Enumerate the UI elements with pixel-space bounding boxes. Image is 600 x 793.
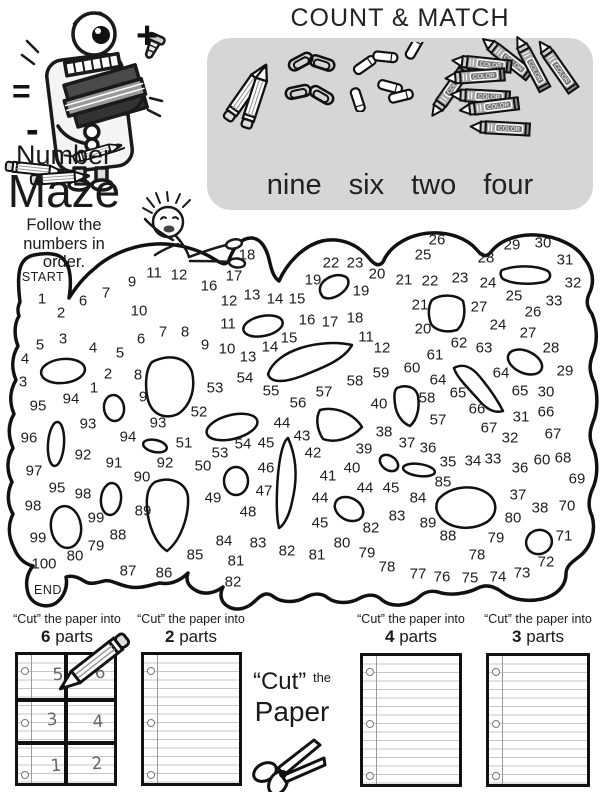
pencils-group	[207, 40, 283, 134]
maze-number: 27	[470, 298, 488, 316]
maze-number: 70	[558, 497, 576, 515]
maze-number: 16	[200, 277, 218, 295]
cell-number: 3	[45, 709, 59, 731]
cut-unit: parts	[399, 627, 437, 646]
maze-number: 30	[534, 234, 552, 252]
maze-number: 94	[62, 390, 80, 408]
maze-number: 56	[289, 394, 307, 412]
the-word: the	[312, 670, 332, 685]
maze-number: 83	[388, 507, 406, 525]
cut-word: “Cut”	[252, 668, 307, 695]
maze-number: 33	[484, 450, 502, 468]
maze-number: 23	[346, 254, 364, 272]
maze-number: 16	[298, 311, 316, 329]
maze-number: 97	[25, 462, 43, 480]
maze-number: 79	[358, 544, 376, 562]
number-maze-heading	[2, 140, 126, 271]
maze-number: 15	[288, 290, 306, 308]
cut-count: 3	[512, 627, 522, 646]
maze-number: 36	[511, 459, 529, 477]
maze-number: 61	[426, 346, 444, 364]
maze-number: 13	[239, 348, 257, 366]
maze-number: 14	[261, 338, 279, 356]
maze-outline	[8, 233, 597, 609]
maze-number: 90	[133, 468, 151, 486]
maze-number: 76	[433, 568, 451, 586]
word-choice: four	[483, 169, 534, 201]
maze-number: 54	[234, 435, 252, 453]
maze-number: 11	[358, 328, 374, 346]
cut-instruction: “Cut” the paper into	[484, 612, 592, 626]
maze-number: 9	[127, 273, 137, 291]
maze-number: 7	[101, 284, 111, 302]
maze-title-line2: Maze	[7, 165, 121, 217]
maze-number: 34	[464, 452, 482, 470]
cell-number: 6	[93, 662, 107, 684]
maze-number: 65	[449, 384, 467, 402]
maze-number: 55	[262, 382, 280, 400]
minus-symbol: -	[26, 109, 39, 151]
maze-number: 24	[489, 316, 507, 334]
word-choice: six	[348, 169, 385, 201]
maze-number: 73	[513, 564, 531, 582]
maze-number: 44	[356, 479, 374, 497]
maze-number: 32	[564, 274, 582, 292]
maze-number: 2	[56, 304, 66, 322]
chalk-group	[347, 42, 431, 112]
maze-number: 48	[239, 503, 257, 521]
maze-number: 25	[505, 287, 523, 305]
maze-number: 88	[439, 527, 457, 545]
cut-unit: parts	[179, 627, 217, 646]
punch-hole	[147, 667, 155, 675]
paper-4-parts	[360, 653, 462, 787]
cut-count: 2	[165, 627, 175, 646]
maze-number: 91	[105, 454, 123, 472]
maze-number: 47	[255, 482, 273, 500]
maze-number: 4	[88, 339, 98, 357]
maze-number: 65	[511, 382, 529, 400]
maze-number: 18	[346, 309, 364, 327]
maze-number: 59	[372, 364, 390, 382]
maze-number: 21	[395, 271, 413, 289]
cut-panel-2-heading	[136, 612, 246, 647]
maze-number: 8	[180, 323, 190, 341]
maze-number: 40	[343, 459, 361, 477]
maze-instruction-line: Follow the	[26, 216, 102, 235]
maze-number: 82	[278, 542, 296, 560]
maze-number: 99	[87, 509, 105, 527]
maze-number: 62	[450, 334, 468, 352]
maze-number: 64	[429, 371, 447, 389]
maze-number: 45	[382, 479, 400, 497]
maze-number: 31	[512, 408, 530, 426]
maze-number: 29	[556, 362, 574, 380]
maze-number: 92	[74, 446, 92, 464]
maze-number: 78	[378, 558, 396, 576]
maze-number: 17	[225, 267, 243, 285]
maze-number: 39	[355, 440, 373, 458]
maze-number: 10	[130, 302, 148, 320]
maze-number: 63	[475, 339, 493, 357]
word-choice: nine	[266, 169, 322, 201]
maze-number: 19	[304, 271, 322, 289]
maze-number: 1	[37, 290, 47, 308]
maze-number: 7	[158, 323, 168, 341]
maze-number: 74	[489, 568, 507, 586]
maze-number: 12	[373, 339, 391, 357]
scissors-icon	[248, 734, 332, 792]
paper-2-parts	[141, 652, 242, 786]
maze-number: 81	[308, 546, 326, 564]
maze-number: 94	[119, 428, 137, 446]
cut-line-horizontal	[18, 741, 114, 745]
maze-number: 26	[524, 303, 542, 321]
maze-number: 98	[74, 485, 92, 503]
maze-number: 6	[78, 292, 88, 310]
maze-number: 95	[29, 397, 47, 415]
maze-number: 23	[451, 269, 469, 287]
maze-number: 83	[249, 534, 267, 552]
maze-number: 86	[155, 564, 173, 582]
maze-number: 5	[35, 336, 45, 354]
maze-number: 78	[468, 546, 486, 564]
punch-hole	[492, 668, 500, 676]
maze-number: 18	[238, 246, 256, 264]
maze-number: 89	[419, 514, 437, 532]
maze-number: 9	[138, 388, 148, 406]
punch-hole	[21, 719, 29, 727]
maze-number: 53	[211, 444, 229, 462]
maze-number: 57	[429, 411, 447, 429]
maze-number: 87	[119, 562, 137, 580]
maze-number: 9	[200, 336, 210, 354]
maze-number: 17	[321, 313, 339, 331]
maze-number: 26	[428, 231, 446, 249]
maze-number: 38	[375, 423, 393, 441]
maze-number: 12	[170, 266, 188, 284]
maze-number: 24	[479, 274, 497, 292]
maze-end-label: END	[34, 583, 62, 597]
maze-number: 66	[468, 400, 486, 418]
punch-hole	[21, 771, 29, 779]
maze-number: 81	[227, 552, 245, 570]
maze-start-label: START	[21, 270, 65, 284]
maze-number: 27	[519, 324, 537, 342]
maze-number: 64	[492, 364, 510, 382]
maze-number: 80	[333, 534, 351, 552]
maze-number: 100	[31, 555, 57, 573]
maze-number: 53	[206, 379, 224, 397]
maze-instruction-line: order.	[42, 252, 86, 271]
maze-number: 40	[370, 395, 388, 413]
maze-number: 96	[20, 429, 38, 447]
maze-number: 75	[461, 569, 479, 587]
plus-symbol: +	[136, 15, 159, 57]
cut-instruction: “Cut” the paper into	[13, 612, 121, 626]
paperclips-group	[281, 46, 345, 112]
maze-number: 52	[190, 403, 208, 421]
cut-the-paper-label	[242, 668, 342, 728]
maze-number: 43	[293, 427, 311, 445]
maze-number: 71	[555, 527, 573, 545]
maze-number: 68	[554, 449, 572, 467]
maze-number: 42	[304, 444, 322, 462]
maze-number: 57	[315, 383, 333, 401]
punch-hole	[147, 771, 155, 779]
maze-number: 50	[194, 457, 212, 475]
maze-number: 3	[18, 373, 28, 391]
maze-number: 69	[568, 470, 586, 488]
maze-number: 28	[542, 339, 560, 357]
maze-number: 54	[236, 369, 254, 387]
equals-symbol: =	[12, 73, 31, 109]
maze-number: 2	[103, 365, 113, 383]
maze-number: 13	[243, 286, 261, 304]
maze-number: 99	[29, 529, 47, 547]
maze-number: 95	[48, 479, 66, 497]
cell-number: 4	[91, 711, 105, 733]
maze-number: 6	[136, 330, 146, 348]
maze-number: 19	[352, 282, 370, 300]
cut-count: 4	[385, 627, 395, 646]
maze-number: 11	[220, 315, 236, 333]
maze-number: 12	[220, 292, 238, 310]
maze-number: 22	[421, 272, 439, 290]
maze-number: 28	[477, 249, 495, 267]
maze-number: 21	[411, 296, 429, 314]
maze-number: 46	[257, 459, 275, 477]
maze-title-line1: Number	[15, 140, 113, 170]
maze-number: 32	[501, 429, 519, 447]
word-choices	[207, 169, 593, 202]
maze-number: 25	[414, 246, 432, 264]
cut-panel-4-heading	[482, 612, 594, 647]
maze-number: 1	[89, 379, 99, 397]
maze-number: 85	[434, 473, 452, 491]
maze-number: 58	[418, 389, 436, 407]
maze-number: 72	[537, 553, 555, 571]
maze-number: 31	[556, 251, 574, 269]
maze-number: 20	[368, 265, 386, 283]
maze-number: 58	[346, 372, 364, 390]
cell-number: 5	[51, 664, 65, 686]
maze-number: 38	[531, 499, 549, 517]
maze-number: 77	[409, 565, 427, 583]
punch-hole	[366, 772, 374, 780]
maze-number: 37	[398, 434, 416, 452]
cut-panel-3-heading	[356, 612, 466, 647]
punch-hole	[147, 719, 155, 727]
maze-number: 80	[66, 547, 84, 565]
maze-number: 93	[79, 415, 97, 433]
punch-hole	[366, 720, 374, 728]
cut-count: 6	[41, 627, 51, 646]
maze-number: 20	[414, 320, 432, 338]
maze-number: 79	[87, 537, 105, 555]
maze-number: 22	[322, 254, 340, 272]
maze-number: 29	[503, 236, 521, 254]
maze-number: 67	[544, 425, 562, 443]
maze-number: 44	[311, 489, 329, 507]
maze-number: 10	[218, 340, 236, 358]
maze-number: 84	[215, 532, 233, 550]
cut-instruction: “Cut” the paper into	[357, 612, 465, 626]
punch-hole	[21, 667, 29, 675]
maze-number: 45	[311, 514, 329, 532]
cell-number: 1	[49, 755, 63, 777]
cut-unit: parts	[526, 627, 564, 646]
maze-number: 41	[319, 467, 337, 485]
count-match-title: COUNT & MATCH	[290, 4, 510, 32]
maze-number: 80	[504, 509, 522, 527]
maze-number: 89	[134, 502, 152, 520]
maze-number: 93	[149, 414, 167, 432]
maze-number: 5	[115, 344, 125, 362]
maze-number: 51	[175, 434, 193, 452]
maze-number: 33	[545, 292, 563, 310]
crayons-group	[423, 26, 593, 146]
maze-number: 60	[403, 359, 421, 377]
maze-number: 3	[58, 330, 68, 348]
maze-number: 11	[146, 264, 162, 282]
maze-number: 67	[480, 419, 498, 437]
maze-number: 92	[156, 454, 174, 472]
cut-instruction: “Cut” the paper into	[137, 612, 245, 626]
punch-hole	[366, 668, 374, 676]
maze-number: 4	[20, 350, 30, 368]
maze-number: 85	[186, 546, 204, 564]
maze-number: 88	[109, 526, 127, 544]
maze-number: 44	[273, 414, 291, 432]
maze-number: 45	[257, 434, 275, 452]
cut-unit: parts	[55, 627, 93, 646]
maze-number: 66	[537, 403, 555, 421]
punch-hole	[492, 772, 500, 780]
maze-number: 84	[409, 489, 427, 507]
paper-3-parts	[486, 653, 590, 787]
maze-number: 82	[362, 519, 380, 537]
word-choice: two	[411, 169, 457, 201]
maze-number: 79	[487, 529, 505, 547]
cell-number: 2	[90, 753, 104, 775]
paper-word: Paper	[254, 696, 330, 727]
maze-number: 30	[537, 383, 555, 401]
maze-number: 60	[533, 451, 551, 469]
count-match-box	[207, 38, 593, 210]
pencil-icon	[40, 622, 150, 712]
maze-number: 14	[266, 290, 284, 308]
maze-number: 8	[133, 366, 143, 384]
maze-number: 15	[280, 329, 298, 347]
maze-number: 35	[439, 453, 457, 471]
maze-number: 36	[419, 439, 437, 457]
punch-hole	[492, 720, 500, 728]
maze-number: 98	[24, 497, 42, 515]
maze-instructions	[2, 216, 126, 270]
maze-number: 49	[204, 489, 222, 507]
maze-number: 37	[509, 486, 527, 504]
maze-number: 82	[224, 573, 242, 591]
maze-instruction-line: numbers in	[23, 234, 105, 253]
